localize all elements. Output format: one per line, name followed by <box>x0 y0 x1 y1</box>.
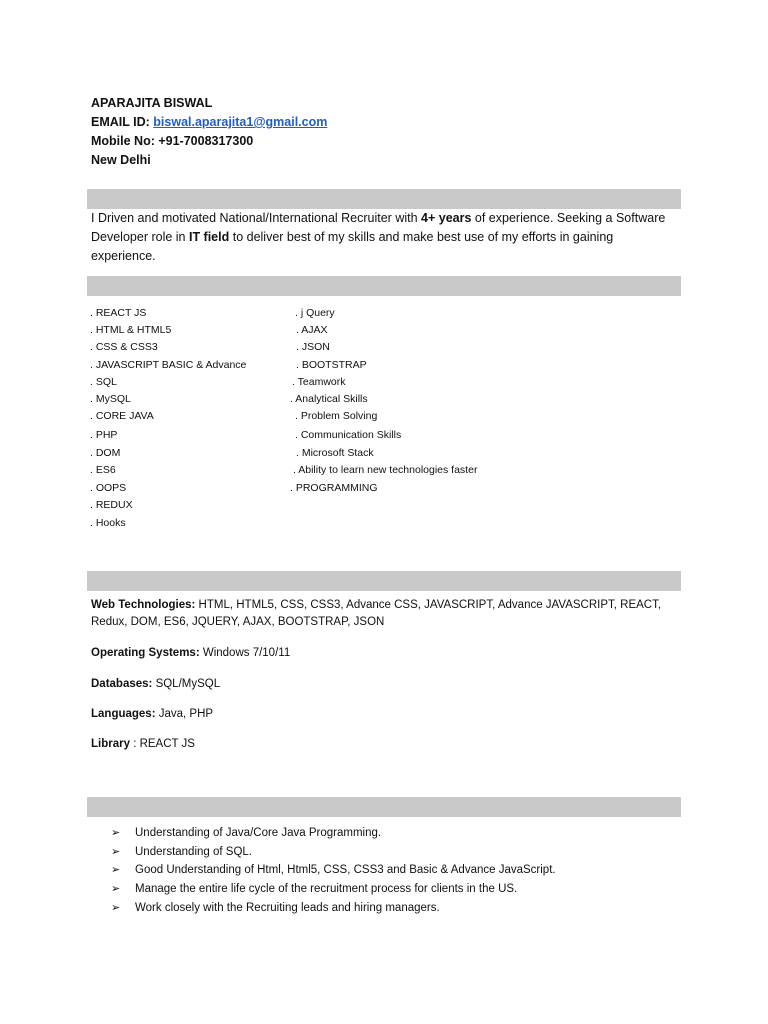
languages-label: Languages: <box>91 708 156 720</box>
mobile-line: Mobile No: +91-7008317300 <box>91 134 254 148</box>
skill-right-item: . j Query <box>295 307 335 319</box>
arrow-bullet-icon: ➢ <box>111 864 121 876</box>
skill-right-item: . JSON <box>296 341 330 353</box>
arrow-bullet-icon: ➢ <box>111 846 121 858</box>
email-label: EMAIL ID: <box>91 115 150 129</box>
databases-label: Databases: <box>91 678 153 690</box>
section-band-objective <box>87 189 681 209</box>
skill-left-item: . DOM <box>90 447 121 459</box>
web-technologies-line <box>91 597 681 631</box>
operating-systems-line <box>91 645 681 662</box>
skill-right-item: . Microsoft Stack <box>296 447 374 459</box>
skill-left-item: . HTML & HTML5 <box>90 324 172 336</box>
skill-left-item: . CORE JAVA <box>90 410 154 422</box>
skill-left-item: . ES6 <box>90 464 116 476</box>
skill-right-item: . Ability to learn new technologies faster <box>293 464 478 476</box>
experience-item-text: Manage the entire life cycle of the recruitment process for clients in the US. <box>135 883 518 895</box>
objective-text-2: of experience. Seeking a Software Developer role in <box>91 211 666 244</box>
skill-left-item: . JAVASCRIPT BASIC & Advance <box>90 359 247 371</box>
experience-item-text: Good Understanding of Html, Html5, CSS, CSS3 and Basic & Advance JavaScript. <box>135 864 556 876</box>
skill-right-item: . BOOTSTRAP <box>296 359 367 371</box>
library-line <box>91 736 681 753</box>
skill-left-item: . MySQL <box>90 393 131 405</box>
skill-right-item: . PROGRAMMING <box>290 482 378 494</box>
experience-item <box>111 825 381 841</box>
databases-line <box>91 676 681 693</box>
languages-value: Java, PHP <box>155 708 214 720</box>
arrow-bullet-icon: ➢ <box>111 883 121 895</box>
skill-left-item: . Hooks <box>90 517 126 529</box>
section-band-experience <box>87 797 681 817</box>
email-link[interactable]: biswal.aparajita1@gmail.com <box>153 115 328 129</box>
skill-right-item: . Teamwork <box>292 376 346 388</box>
experience-item <box>111 862 556 878</box>
email-line <box>91 113 327 132</box>
skill-left-item: . REDUX <box>90 499 133 511</box>
arrow-bullet-icon: ➢ <box>111 827 121 839</box>
skill-right-item: . AJAX <box>296 324 328 336</box>
skill-right-item: . Communication Skills <box>295 429 402 441</box>
operating-systems-value: Windows 7/10/11 <box>199 647 291 659</box>
candidate-name: APARAJITA BISWAL <box>91 96 213 110</box>
section-band-technical <box>87 571 681 591</box>
objective-paragraph <box>91 209 681 266</box>
experience-item <box>111 881 517 897</box>
databases-value: SQL/MySQL <box>152 678 221 690</box>
languages-line <box>91 706 681 723</box>
skill-left-item: . PHP <box>90 429 118 441</box>
experience-item <box>111 900 440 916</box>
skill-left-item: . SQL <box>90 376 117 388</box>
objective-text-3: to deliver best of my skills and make best use of my efforts in gaining experience. <box>91 230 614 263</box>
location-line: New Delhi <box>91 153 151 167</box>
arrow-bullet-icon: ➢ <box>111 902 121 914</box>
library-label: Library <box>91 738 130 750</box>
skill-right-item: . Problem Solving <box>295 410 378 422</box>
section-band-skills <box>87 276 681 296</box>
experience-item-text: Work closely with the Recruiting leads and hiring managers. <box>135 902 440 914</box>
web-technologies-label: Web Technologies: <box>91 599 196 611</box>
web-technologies-value: HTML, HTML5, CSS, CSS3, Advance CSS, JAVASCRIPT, Advance JAVASCRIPT, REACT, Redux, DOM, ES6, JQUERY, AJAX, BOOTSTRAP, JSON <box>91 599 662 628</box>
experience-item <box>111 844 252 860</box>
skill-left-item: . OOPS <box>90 482 127 494</box>
library-value: : REACT JS <box>130 738 195 750</box>
operating-systems-label: Operating Systems: <box>91 647 200 659</box>
objective-bold-years: 4+ years <box>421 211 472 225</box>
skill-left-item: . REACT JS <box>90 307 147 319</box>
skill-right-item: . Analytical Skills <box>290 393 368 405</box>
skill-left-item: . CSS & CSS3 <box>90 341 158 353</box>
experience-item-text: Understanding of Java/Core Java Programming. <box>135 827 382 839</box>
experience-item-text: Understanding of SQL. <box>135 846 252 858</box>
objective-bold-field: IT field <box>188 230 230 244</box>
objective-text-1: I Driven and motivated National/International Recruiter with <box>91 211 422 225</box>
